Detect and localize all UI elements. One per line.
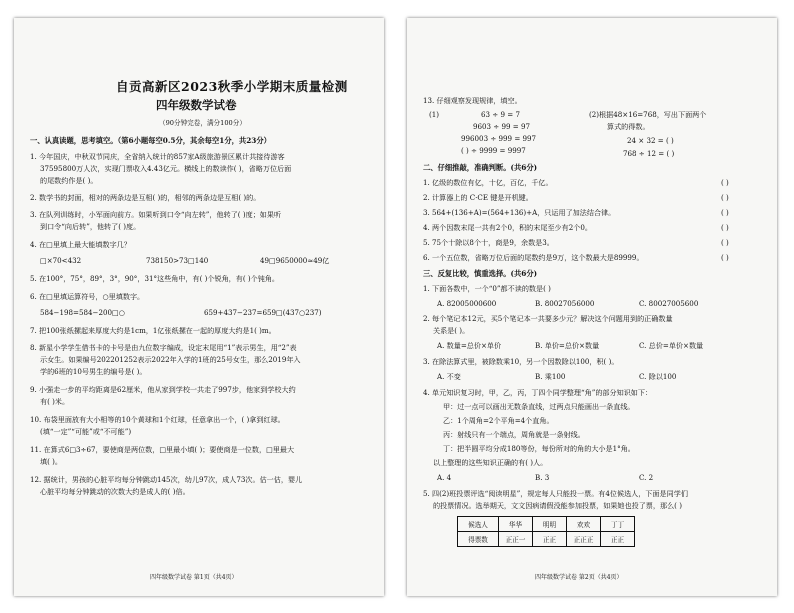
choice-4-line-1: 4. 单元知识复习时，甲，乙，丙，丁四个同学整理“角”的部分知识如下： — [423, 388, 653, 397]
question-12-line-2: 心脏平均每分钟跳动的次数大约是成人的( )倍。 — [40, 487, 190, 496]
derived-equation-1: 24 × 32 = ( ) — [627, 136, 674, 145]
choice-1-option-a: A. 82005000600 — [437, 299, 497, 308]
question-4-item-1: □×70<432 — [40, 256, 82, 265]
choice-1-option-c: C. 80027005600 — [639, 299, 699, 308]
judge-2: 2. 计算器上的 C·CE 键是开机键。 — [423, 193, 533, 202]
choice-2-option-b: B. 单价=总价×数量 — [535, 341, 600, 350]
vote-table-header-cell: 华华 — [499, 517, 533, 532]
choice-2-line-1: 2. 每个笔记本12元，买5个笔记本一共要多少元？解决这个问题用到的正确数量 — [423, 314, 673, 323]
question-11-line-1: 11. 在算式6□3÷67，要使商是两位数，□里最小填( )；要使商是一位数，□里最大 — [30, 445, 295, 454]
question-12-line-1: 12. 据统计，男孩的心脏平均每分钟跳动145次，幼儿97次，成人73次。估一估，婴儿 — [30, 475, 303, 484]
question-2: 2. 数学书的封面，相对的两条边是互相( )的，相邻的两条边是互相( )的。 — [30, 193, 261, 202]
judge-3-answer: ( ) — [721, 208, 729, 217]
vote-table-cell: 正正 — [601, 532, 635, 547]
vote-table-cell: 正正 — [533, 532, 567, 547]
pattern-line-4: ( ) ÷ 9999 = 9997 — [461, 146, 526, 155]
question-6-item-1: 584−198=584−200□○ — [40, 308, 125, 317]
choice-3-option-a: A. 不变 — [437, 372, 461, 381]
question-13-part-2-line-1: (2)根据48×16=768，写出下面两个 — [589, 110, 707, 119]
choice-4-option-a: A. 4 — [437, 473, 452, 482]
choice-1-option-b: B. 80027056000 — [535, 299, 595, 308]
section-2-heading: 二、仔细推敲，准确判断。(共6分) — [423, 163, 538, 172]
vote-table-header-row — [458, 517, 635, 532]
exam-note: （90分钟完卷，满分100分） — [159, 119, 246, 127]
question-13-part-1-label: (1) — [429, 110, 440, 119]
choice-2-option-c: C. 总价=单价×数量 — [639, 341, 704, 350]
question-1-line-3: 的尾数约作是( )。 — [40, 176, 98, 185]
question-11-line-2: 填( )。 — [40, 457, 62, 466]
question-13-part-2-line-2: 算式的得数。 — [607, 122, 650, 131]
page-2-footer: 四年级数学试卷 第2页（共4页） — [535, 574, 623, 581]
vote-table-row-label: 得票数 — [458, 532, 499, 547]
choice-3-option-b: B. 乘100 — [535, 372, 566, 381]
derived-equation-2: 768 ÷ 12 = ( ) — [623, 149, 675, 158]
question-3-line-1: 3. 在队列训练时，小军面向前方。如果听到口令“向左转”，他转了( )度；如果听 — [30, 210, 282, 219]
question-3-line-2: 到口令“向后转”，他转了( )度。 — [40, 222, 141, 231]
question-1-line-1: 1. 今年国庆，中秋双节同庆，全省纳入统计的857家A级旅游景区累计共接待游客 — [30, 152, 285, 161]
choice-4-statement-yi: 乙：1个周角=2个平角=4个直角。 — [443, 416, 554, 425]
choice-4-statement-jia: 甲：过一点可以画出无数条直线，过两点只能画出一条直线。 — [443, 402, 635, 411]
judge-1-answer: ( ) — [721, 178, 729, 187]
section-1-heading: 一、认真读题，思考填空。（第6小题每空0.5分，其余每空1分，共23分） — [30, 136, 271, 145]
choice-2-line-2: 关系是( )。 — [433, 326, 470, 335]
page-1-footer: 四年级数学试卷 第1页（共4页） — [150, 574, 238, 581]
question-13: 13. 仔细观察发现规律，填空。 — [423, 96, 522, 105]
judge-5-answer: ( ) — [721, 238, 729, 247]
choice-5-line-2: 的投票情况。选举期天，文文因病请假没能参加投票，如果她也投了票，那么( ) — [433, 501, 682, 510]
question-10-line-1: 10. 布袋里面放有大小相等的10个黄球和1个红球，任意拿出一个，( )拿到红球。 — [30, 415, 285, 424]
exam-title: 自贡高新区2023秋季小学期末质量检测 — [116, 79, 348, 94]
question-10-line-2: (填“一定”“可能”或“不可能”) — [40, 427, 132, 436]
exam-page-1 — [14, 18, 384, 596]
vote-table-header-cell: 候选人 — [458, 517, 499, 532]
pattern-line-2: 9603 ÷ 99 = 97 — [473, 122, 531, 131]
choice-5-line-1: 5. 四(2)班投票评选“阅读明星”，规定每人只能投一票。有4位候选人，下面是同学们 — [423, 489, 688, 498]
choice-4-option-b: B. 3 — [535, 473, 550, 482]
choice-1: 1. 下面各数中，一个“0”都不读的数是( ) — [423, 284, 551, 293]
vote-table-header-cell: 丁丁 — [601, 517, 635, 532]
choice-4-statement-ding: 丁：把半圆平均分成180等份，每份所对的角的大小是1°角。 — [443, 444, 635, 453]
choice-4-statement-bing: 丙：射线只有一个端点，周角就是一条射线。 — [443, 430, 585, 439]
judge-1: 1. 亿级的数位有亿，十亿，百亿，千亿。 — [423, 178, 553, 187]
question-8-line-2: 示女生。如果编号202201252表示2022年入学的1班的25号女生，那么2019年入 — [40, 355, 301, 364]
question-5: 5. 在100°，75°，89°，3°，90°，31°这些角中，有( )个锐角，有( )个钝角。 — [30, 274, 280, 283]
pattern-line-3: 996003 ÷ 999 = 997 — [461, 134, 537, 143]
choice-3: 3. 在除法算式里，被除数乘10，另一个因数除以100，积( )。 — [423, 357, 619, 366]
question-8-line-1: 8. 新星小学学生借书卡的卡号是由九位数字编成，设定末尾用“1”表示男生，用“2”表 — [30, 343, 297, 352]
judge-2-answer: ( ) — [721, 193, 729, 202]
question-4-item-2: 738150>73□140 — [146, 256, 209, 265]
choice-2-option-a: A. 数量=总价×单价 — [437, 341, 502, 350]
judge-6: 6. 一个五位数，省略万位后面的尾数约是9万，这个数最大是89999。 — [423, 253, 644, 262]
vote-table-header-cell: 欢欢 — [567, 517, 601, 532]
choice-4-option-c: C. 2 — [639, 473, 654, 482]
judge-6-answer: ( ) — [721, 253, 729, 262]
question-9-line-2: 有( )米。 — [40, 397, 70, 406]
vote-table-row — [458, 532, 635, 547]
question-7: 7. 把100张纸摞起来厚度大约是1cm，1亿张纸摞在一起的厚度大约是1( )m。 — [30, 326, 276, 335]
vote-table-cell: 正正正 — [567, 532, 601, 547]
judge-5: 5. 75个十除以8个十，商是9，余数是3。 — [423, 238, 554, 247]
question-6-item-2: 659+437−237=659□(437○237) — [204, 308, 322, 317]
question-4-item-3: 49□9650000≈49亿 — [260, 256, 330, 265]
exam-subtitle: 四年级数学试卷 — [156, 98, 237, 112]
choice-3-option-c: C. 除以100 — [639, 372, 677, 381]
pattern-line-1: 63 ÷ 9 = 7 — [481, 110, 520, 119]
question-4: 4. 在□里填上最大能填数字几？ — [30, 240, 131, 249]
judge-3: 3. 564+(136+A)=(564+136)+A，只运用了加法结合律。 — [423, 208, 616, 217]
vote-table-cell: 正正一 — [499, 532, 533, 547]
question-8-line-3: 学的6班的10号男生的编号是( )。 — [40, 367, 147, 376]
exam-page-2 — [407, 18, 777, 596]
question-9-line-1: 9. 小强走一步的平均距离是62厘米，他从家到学校一共走了997步，他家到学校大约 — [30, 385, 296, 394]
judge-4: 4. 两个因数末尾一共有2个0，积的末尾至少有2个0。 — [423, 223, 592, 232]
choice-4-question: 以上整理的这些知识正确的有( )人。 — [433, 458, 548, 467]
question-6: 6. 在□里填运算符号，○里填数字。 — [30, 292, 145, 301]
section-3-heading: 三、反复比较，慎重选择。(共6分) — [423, 269, 538, 278]
judge-4-answer: ( ) — [721, 223, 729, 232]
question-1-line-2: 37595800万人次，实现门票收入4.43亿元。横线上的数读作( )，省略万位后面 — [40, 164, 292, 173]
vote-table-header-cell: 明明 — [533, 517, 567, 532]
vote-table — [457, 516, 635, 547]
